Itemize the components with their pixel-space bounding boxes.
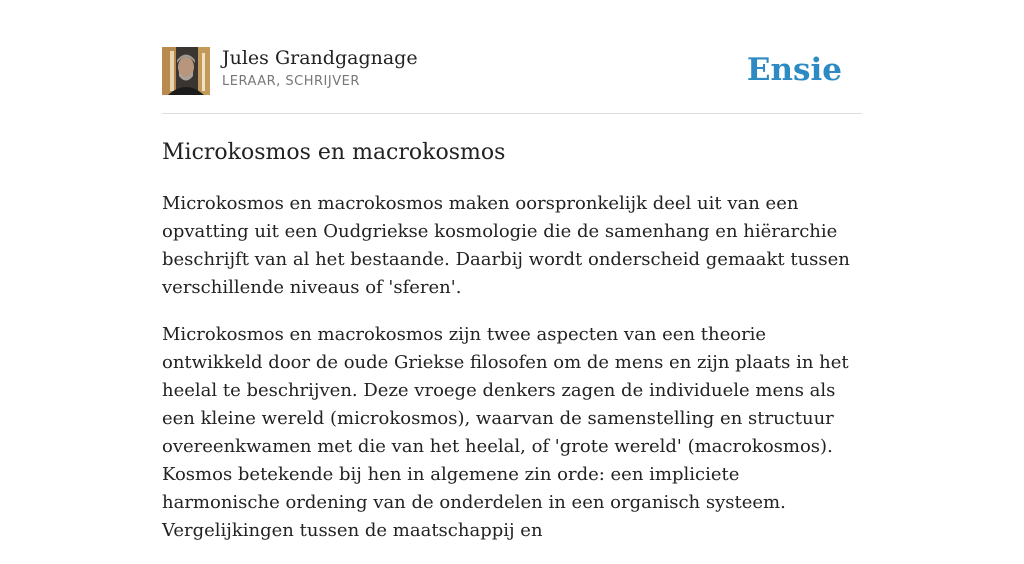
article-paragraph: Microkosmos en macrokosmos zijn twee aspecten van een theorie ontwikkeld door de oude Griekse filosofen om de mens en zijn plaats in het heelal te beschrijven. Deze vroege denkers zagen de individuele mens als een kleine wereld (microkosmos), waarvan de samenstelling en structuur overeenkwamen met die van het heelal, of 'grote wereld' (macrokosmos). Kosmos betekende bij hen in algemene zin orde: een impliciete harmonische ordening van de onderdelen in een organisch systeem. Vergelijkingen tussen de maatschappij en (162, 324, 849, 541)
author-photo (162, 47, 210, 95)
brand-logo[interactable]: Ensie (746, 52, 842, 88)
author-name[interactable]: Jules Grandgagnage (222, 47, 418, 69)
author-avatar[interactable] (162, 47, 210, 95)
header-divider (162, 113, 862, 114)
author-header (162, 46, 862, 96)
article-title: Microkosmos en macrokosmos (162, 140, 506, 165)
article-paragraph: Microkosmos en macrokosmos maken oorspronkelijk deel uit van een opvatting uit een Oudgriekse kosmologie die de samenhang en hiërarchie beschrijft van al het bestaande. Daarbij wordt onderscheid gemaakt tussen verschillende niveaus of 'sferen'. (162, 193, 850, 298)
article-body (162, 190, 862, 564)
author-role: LERAAR, SCHRIJVER (222, 74, 360, 89)
